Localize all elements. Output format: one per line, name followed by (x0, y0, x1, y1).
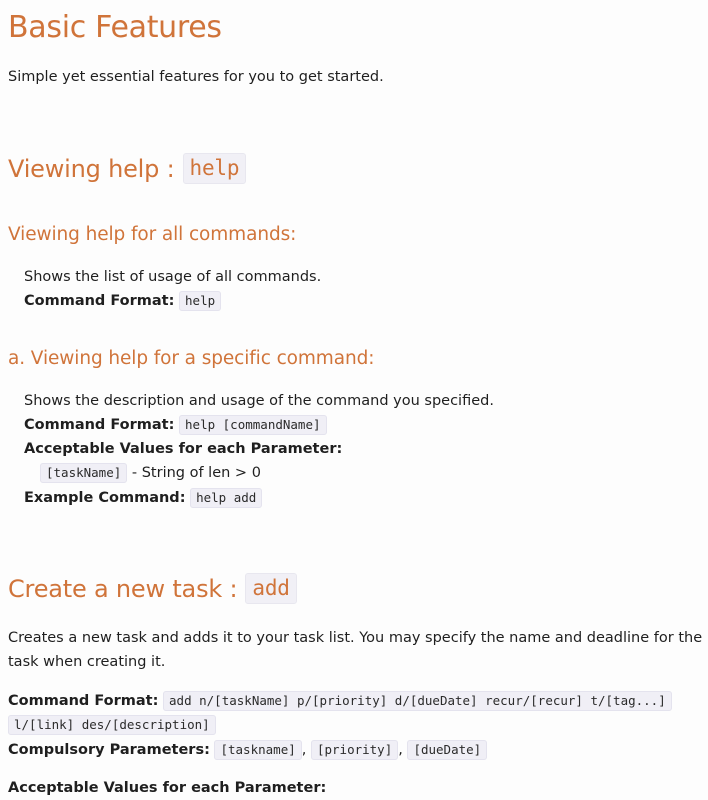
add-format-line1 (8, 689, 672, 713)
help-specific-format (24, 413, 327, 437)
compulsory-label: Compulsory Parameters: (8, 742, 210, 758)
help-values-label: Acceptable Values for each Parameter: (24, 441, 343, 457)
format-label: Command Format: (24, 293, 175, 309)
separator: , (398, 742, 403, 758)
format-code: help (179, 291, 221, 311)
format-code-line2: l/[link] des/[description] (8, 715, 216, 735)
page-title: Basic Features (8, 10, 222, 45)
compulsory-param-code: [priority] (311, 740, 398, 760)
help-example (24, 486, 262, 510)
format-code-line1: add n/[taskName] p/[priority] d/[dueDate] recur/[recur] t/[tag...] (163, 691, 672, 711)
param-description: - String of len > 0 (127, 465, 261, 481)
add-heading-code: add (245, 573, 296, 604)
help-heading-text: Viewing help : (8, 154, 175, 183)
add-heading-text: Create a new task : (8, 574, 238, 603)
help-heading-code: help (183, 153, 247, 184)
help-specific-description: Shows the description and usage of the command you specified. (24, 393, 494, 409)
help-all-heading: Viewing help for all commands: (8, 224, 297, 245)
param-code: [taskName] (40, 463, 127, 483)
example-label: Example Command: (24, 490, 186, 506)
add-section-heading (8, 573, 297, 604)
compulsory-param-code: [dueDate] (407, 740, 487, 760)
add-values-label: Acceptable Values for each Parameter: (8, 780, 327, 796)
compulsory-param-code: [taskname] (214, 740, 301, 760)
help-all-format (24, 289, 221, 313)
help-param-item (40, 461, 261, 485)
separator: , (301, 742, 307, 758)
help-specific-heading: a. Viewing help for a specific command: (8, 348, 375, 369)
help-section-heading (8, 153, 246, 184)
example-code: help add (190, 488, 262, 508)
add-format-line2 (8, 713, 216, 737)
add-description: Creates a new task and adds it to your task list. You may specify the name and deadline for the task when creating it. (8, 630, 703, 670)
add-compulsory (8, 738, 487, 762)
format-code: help [commandName] (179, 415, 326, 435)
intro-text: Simple yet essential features for you to get started. (8, 69, 384, 85)
format-label: Command Format: (8, 693, 159, 709)
help-all-description: Shows the list of usage of all commands. (24, 269, 322, 285)
format-label: Command Format: (24, 417, 175, 433)
